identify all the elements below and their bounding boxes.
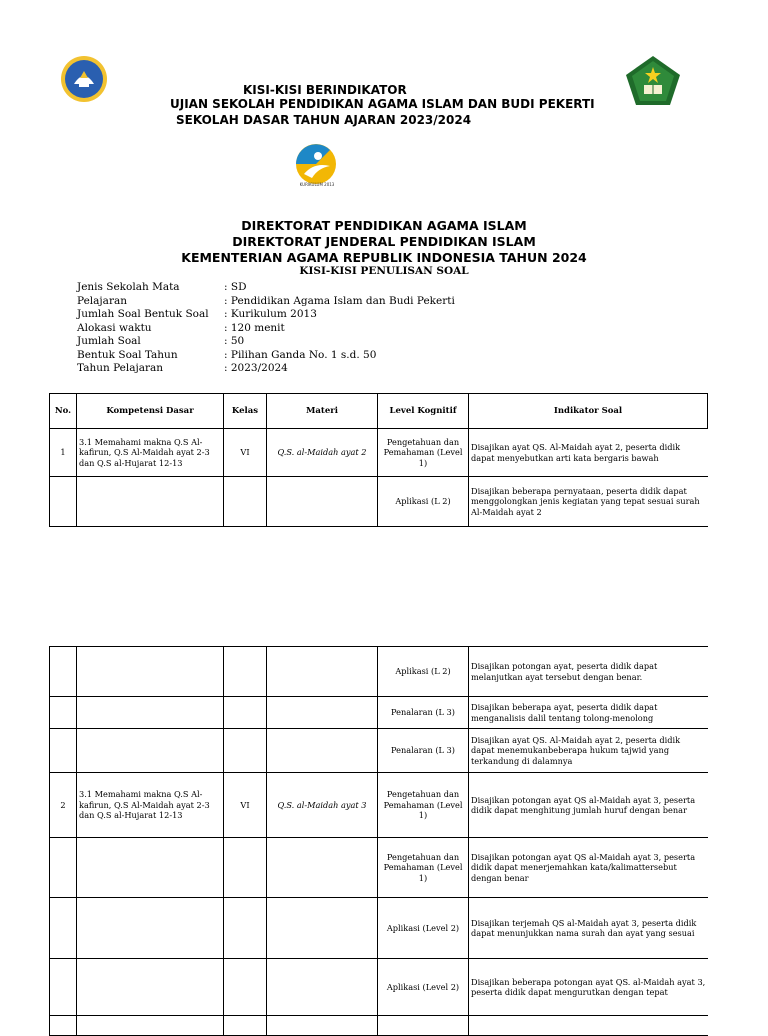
header-title-line1: KISI-KISI BERINDIKATOR: [243, 83, 407, 97]
cell-kompetensi-dasar: [77, 697, 224, 729]
cell-indikator-soal: Disajikan ayat QS. Al-Maidah ayat 2, peserta didik dapat menyebutkan arti kata bergaris bawah: [469, 429, 708, 477]
cell-no: [50, 477, 77, 527]
cell-level-kognitif: Aplikasi (L 2): [378, 647, 469, 697]
table-row: [50, 429, 708, 477]
cell-kompetensi-dasar: 3.1 Memahami makna Q.S Al-kafirun, Q.S Al-Maidah ayat 2-3 dan Q.S al-Hujarat 12-13: [77, 429, 224, 477]
cell-kompetensi-dasar: [77, 1016, 224, 1036]
info-value: : 50: [224, 335, 245, 347]
info-label: Pelajaran: [77, 294, 127, 307]
cell-kelas: [224, 959, 267, 1016]
cell-indikator-soal: Disajikan terjemah QS al-Maidah ayat 3, peserta didik dapat menunjukkan nama surah dan ayat yang sesuai: [469, 898, 708, 959]
table-row: [50, 647, 708, 697]
info-value: : Pendidikan Agama Islam dan Budi Pekerti: [224, 294, 455, 307]
info-block: [77, 281, 537, 376]
cell-indikator-soal: Disajikan beberapa potongan ayat QS. al-Maidah ayat 3, peserta didik dapat mengurutkan dengan tepat: [469, 959, 708, 1016]
info-value: : Pilihan Ganda No. 1 s.d. 50: [224, 348, 377, 361]
cell-no: [50, 647, 77, 697]
table-row: [50, 959, 708, 1016]
cell-level-kognitif: Aplikasi (Level 2): [378, 898, 469, 959]
cell-materi: [267, 729, 378, 773]
info-row-alokasi-waktu: [77, 322, 537, 336]
info-value: : SD: [224, 281, 247, 293]
info-label: Tahun Pelajaran: [77, 362, 164, 374]
kisi-table-1: [49, 393, 708, 527]
table-row: [50, 729, 708, 773]
info-row-jumlah-soal: [77, 335, 537, 349]
cell-indikator-soal: Disajikan potongan ayat QS al-Maidah ayat 3, peserta didik dapat menghitung jumlah huruf dengan benar: [469, 773, 708, 838]
cell-indikator-soal: Disajikan beberapa pernyataan, peserta didik dapat menggolongkan jenis kegiatan yang tepat sesuai surah Al-Maidah ayat 2: [469, 477, 708, 527]
cell-kelas: VI: [224, 773, 267, 838]
header-indikator-soal: Indikator Soal: [469, 394, 708, 429]
header-title-line2: UJIAN SEKOLAH PENDIDIKAN AGAMA ISLAM DAN BUDI PEKERTI: [170, 97, 595, 111]
cell-level-kognitif: [378, 1016, 469, 1036]
info-label: Jumlah Soal: [77, 335, 141, 347]
directorate-line1: DIREKTORAT PENDIDIKAN AGAMA ISLAM: [241, 218, 527, 233]
cell-level-kognitif: Penalaran (L 3): [378, 697, 469, 729]
info-row-jenis-sekolah: [77, 281, 537, 295]
cell-kelas: [224, 898, 267, 959]
info-row-bentuk-soal: [77, 349, 537, 363]
directorate-line3: KEMENTERIAN AGAMA REPUBLIK INDONESIA TAHUN 2024: [181, 250, 587, 265]
info-row-tahun-pelajaran: [77, 362, 537, 376]
cell-materi: [267, 697, 378, 729]
cell-kompetensi-dasar: [77, 647, 224, 697]
cell-kelas: [224, 697, 267, 729]
logo-caption: KURIKULUM 2013: [299, 182, 335, 187]
cell-kompetensi-dasar: [77, 477, 224, 527]
header-title-line3: SEKOLAH DASAR TAHUN AJARAN 2023/2024: [176, 113, 472, 127]
cell-level-kognitif: Pengetahuan dan Pemahaman (Level 1): [378, 429, 469, 477]
cell-no: [50, 959, 77, 1016]
cell-kompetensi-dasar: [77, 729, 224, 773]
info-label: Jenis Sekolah Mata: [77, 281, 180, 293]
info-value: : 120 menit: [224, 321, 285, 334]
cell-indikator-soal: Disajikan ayat QS. Al-Maidah ayat 2, peserta didik dapat menemukanbeberapa hukum tajwid yang terkandung di dalamnya: [469, 729, 708, 773]
cell-materi: Q.S. al-Maidah ayat 2: [267, 429, 378, 477]
cell-no: [50, 838, 77, 898]
cell-no: [50, 729, 77, 773]
cell-materi: Q.S. al-Maidah ayat 3: [267, 773, 378, 838]
table-row: [50, 1016, 708, 1036]
cell-level-kognitif: Penalaran (L 3): [378, 729, 469, 773]
cell-materi: [267, 838, 378, 898]
info-row-pelajaran: [77, 295, 537, 309]
kisi-table-2: [49, 646, 708, 1036]
cell-level-kognitif: Pengetahuan dan Pemahaman (Level 1): [378, 773, 469, 838]
info-label: Alokasi waktu: [77, 321, 152, 334]
cell-level-kognitif: Pengetahuan dan Pemahaman (Level 1): [378, 838, 469, 898]
table-row: [50, 838, 708, 898]
cell-kelas: [224, 647, 267, 697]
cell-materi: [267, 1016, 378, 1036]
cell-kompetensi-dasar: 3.1 Memahami makna Q.S Al-kafirun, Q.S Al-Maidah ayat 2-3 dan Q.S al-Hujarat 12-13: [77, 773, 224, 838]
header-materi: Materi: [267, 394, 378, 429]
cell-indikator-soal: Disajikan beberapa ayat, peserta didik dapat menganalisis dalil tentang tolong-menolong: [469, 697, 708, 729]
cell-no: [50, 697, 77, 729]
cell-materi: [267, 959, 378, 1016]
cell-indikator-soal: Disajikan potongan ayat QS al-Maidah ayat 3, peserta didik dapat menerjemahkan kata/kalimattersebut dengan benar: [469, 838, 708, 898]
header-no: No.: [50, 394, 77, 429]
cell-kompetensi-dasar: [77, 838, 224, 898]
table-row: [50, 898, 708, 959]
tut-wuri-handayani-logo: [58, 54, 110, 104]
info-row-jumlah-soal-bentuk: [77, 308, 537, 322]
cell-no: 2: [50, 773, 77, 838]
table-row: [50, 773, 708, 838]
header-level-kognitif: Level Kognitif: [378, 394, 469, 429]
cell-level-kognitif: Aplikasi (L 2): [378, 477, 469, 527]
cell-materi: [267, 647, 378, 697]
cell-indikator-soal: [469, 1016, 708, 1036]
table-header-row: [50, 394, 708, 429]
cell-materi: [267, 477, 378, 527]
info-value: : Kurikulum 2013: [224, 308, 317, 320]
table-row: [50, 477, 708, 527]
cell-materi: [267, 898, 378, 959]
cell-kompetensi-dasar: [77, 959, 224, 1016]
cell-kelas: VI: [224, 429, 267, 477]
cell-indikator-soal: Disajikan potongan ayat, peserta didik dapat melanjutkan ayat tersebut dengan benar.: [469, 647, 708, 697]
cell-no: 1: [50, 429, 77, 477]
cell-kelas: [224, 838, 267, 898]
cell-kelas: [224, 477, 267, 527]
header-kelas: Kelas: [224, 394, 267, 429]
cell-no: [50, 1016, 77, 1036]
cell-kelas: [224, 1016, 267, 1036]
table-row: [50, 697, 708, 729]
info-label: Bentuk Soal Tahun: [77, 348, 178, 361]
cell-kompetensi-dasar: [77, 898, 224, 959]
kurikulum-2013-logo: [290, 142, 344, 190]
info-label: Jumlah Soal Bentuk Soal: [77, 308, 209, 320]
kementerian-agama-logo: [624, 55, 682, 107]
directorate-line2: DIREKTORAT JENDERAL PENDIDIKAN ISLAM: [232, 234, 536, 249]
cell-no: [50, 898, 77, 959]
header-kompetensi-dasar: Kompetensi Dasar: [77, 394, 224, 429]
info-value: : 2023/2024: [224, 362, 288, 374]
cell-kelas: [224, 729, 267, 773]
kisi-subtitle: KISI-KISI PENULISAN SOAL: [299, 265, 469, 277]
cell-level-kognitif: Aplikasi (Level 2): [378, 959, 469, 1016]
